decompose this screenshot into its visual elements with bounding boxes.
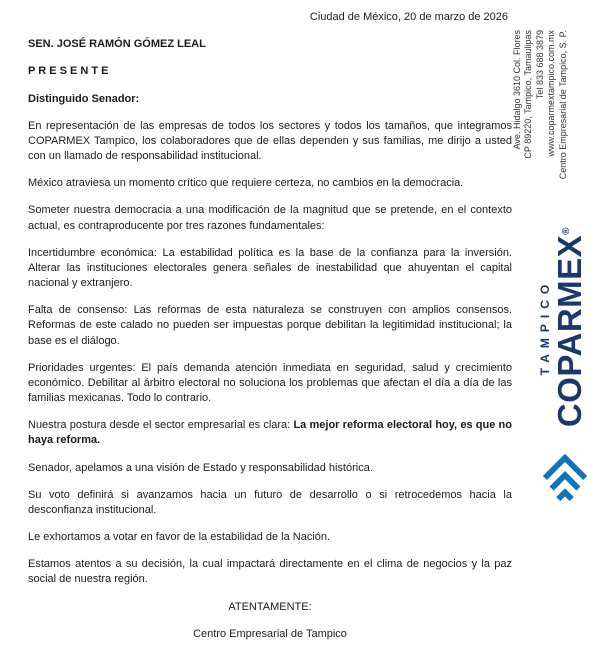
letter-body (28, 10, 512, 654)
coparmex-logo-icon (542, 452, 588, 504)
salutation: Distinguido Senador: (28, 92, 140, 105)
recipient-name: SEN. JOSÉ RAMÓN GÓMEZ LEAL (28, 38, 206, 51)
letter-paragraph: Le exhortamos a votar en favor de la estabilidad de la Nación. (28, 531, 331, 544)
letter-paragraph: Senador, apelamos a una visión de Estado y responsabilidad histórica. (28, 461, 373, 474)
stance-bold-text: La mejor reforma electoral hoy, es que no haya reforma. (28, 419, 512, 447)
letter-paragraph: En representación de las empresas de todos los sectores y todos los tamaños, que integramos COPARMEX Tampico, los colaboradores que de ellas dependen y sus familias, me dirijo a usted con un llamado de responsabilidad institucional. (28, 119, 512, 163)
address-line: CP 89220, Tampico, Tamaulipas (523, 30, 534, 159)
brand-name-label (553, 224, 586, 430)
letter-paragraph: Estamos atentos a su decisión, la cual impactará directamente en el clima de negocios y la paz social de nuestra región. (28, 558, 512, 586)
brand-name-text: COPARMEX (551, 234, 588, 428)
coparmex-wordmark (538, 224, 598, 430)
stance-paragraph (28, 418, 512, 448)
letter-paragraph: Someter nuestra democracia a una modificación de la magnitud que se pretende, en el contexto actual, es contraproducente por tres razones fundamentales: (28, 204, 512, 232)
recipient-present: P R E S E N T E (28, 65, 109, 78)
date-line: Ciudad de México, 20 de marzo de 2026 (309, 11, 508, 23)
address-line: Ave. Hidalgo 3610 Col. Flores (512, 30, 522, 150)
letter-paragraph: Incertidumbre económica: La estabilidad política es la base de la confianza para la inversión. Alterar las instituciones electorales genera señales de inestabilidad que ahuyentan el capital nacional y extranjero. (28, 246, 512, 290)
letterhead-website: www.coparmextampico.com.mx (546, 30, 557, 157)
closing-atentamente: ATENTAMENTE: (228, 600, 312, 613)
address-line: Tel 833 688 3879 (534, 30, 545, 100)
brand-city-label: TAMPICO (538, 278, 552, 376)
letter-paragraph: Su voto definirá si avanzamos hacia un futuro de desarrollo o si retrocedemos hacia la desconfianza institucional. (28, 488, 512, 516)
stance-normal-text: Nuestra postura desde el sector empresarial es clara: (28, 419, 294, 432)
letter-paragraph: Falta de consenso: Las reformas de esta naturaleza se construyen con amplios consensos. Reformas de este calado no pueden ser impuestas porque debilitan la legitimidad institucional; la base es el diálogo. (28, 304, 512, 347)
letter-paragraph: México atraviesa un momento crítico que requiere certeza, no cambios en la democracia. (28, 177, 464, 190)
letter-paragraph: Prioridades urgentes: El país demanda atención inmediata en seguridad, salud y crecimiento económico. Debilitar al árbitro electoral no soluciona los problemas que afectan el día a día de las familias mexicanas. Todo lo contrario. (28, 361, 512, 405)
letterhead-organization: Centro Empresarial de Tampico, S. P. (557, 30, 568, 180)
registered-mark: ® (561, 226, 572, 235)
signature-organization: Centro Empresarial de Tampico (193, 627, 347, 640)
letterhead-address-block (512, 30, 570, 220)
